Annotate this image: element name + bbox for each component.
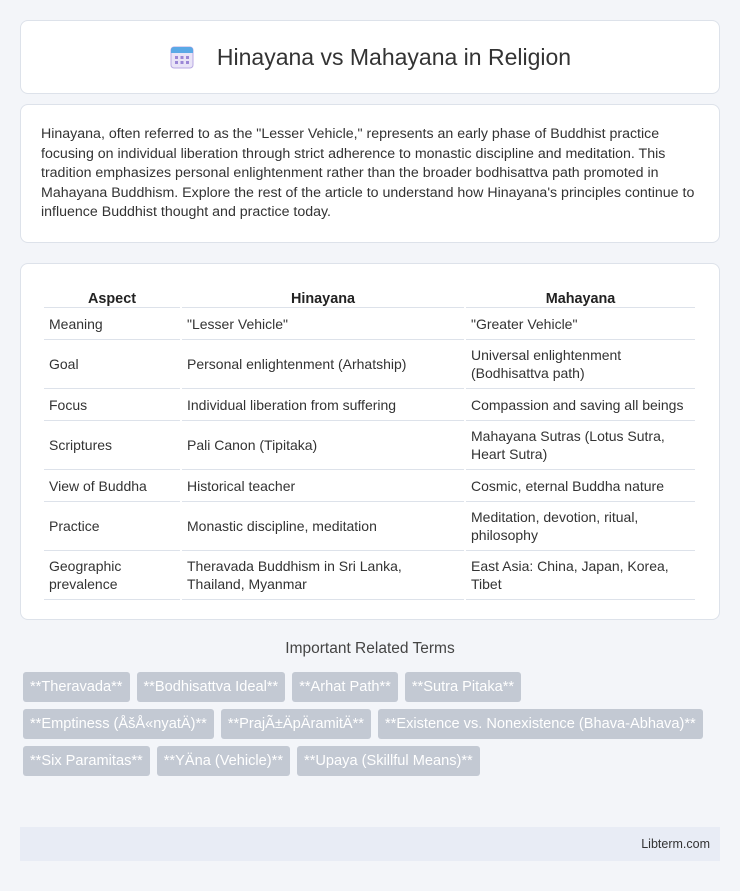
table-cell: Meaning bbox=[44, 308, 180, 340]
table-cell: Historical teacher bbox=[182, 470, 464, 502]
comparison-table bbox=[42, 284, 697, 600]
table-row bbox=[44, 340, 695, 389]
related-term-tag[interactable]: **Upaya (Skillful Means)** bbox=[297, 746, 480, 776]
header-card bbox=[20, 20, 720, 94]
table-cell: Pali Canon (Tipitaka) bbox=[182, 421, 464, 470]
column-header-mahayana: Mahayana bbox=[466, 284, 695, 308]
related-term-tag[interactable]: **Theravada** bbox=[23, 672, 130, 702]
table-cell: Meditation, devotion, ritual, philosophy bbox=[466, 502, 695, 551]
related-term-tag[interactable]: **YÄna (Vehicle)** bbox=[157, 746, 290, 776]
table-header-row bbox=[44, 284, 695, 308]
related-term-tag[interactable]: **Existence vs. Nonexistence (Bhava-Abhava)** bbox=[378, 709, 703, 739]
related-term-tag[interactable]: **Sutra Pitaka** bbox=[405, 672, 521, 702]
footer-brand-link[interactable]: Libterm.com bbox=[641, 837, 710, 851]
table-cell: Mahayana Sutras (Lotus Sutra, Heart Sutra) bbox=[466, 421, 695, 470]
table-cell: Cosmic, eternal Buddha nature bbox=[466, 470, 695, 502]
table-cell: "Lesser Vehicle" bbox=[182, 308, 464, 340]
related-term-tag[interactable]: **Emptiness (ÅšÅ«nyatÄ)** bbox=[23, 709, 214, 739]
table-row bbox=[44, 470, 695, 502]
table-row bbox=[44, 551, 695, 600]
table-row bbox=[44, 421, 695, 470]
related-term-tag[interactable]: **Arhat Path** bbox=[292, 672, 398, 702]
column-header-aspect: Aspect bbox=[44, 284, 180, 308]
related-terms-heading: Important Related Terms bbox=[285, 640, 455, 657]
comparison-table-card bbox=[20, 263, 720, 620]
column-header-hinayana: Hinayana bbox=[182, 284, 464, 308]
table-cell: Goal bbox=[44, 340, 180, 389]
related-term-tag[interactable]: **PrajÃ±ÄpÄramitÄ** bbox=[221, 709, 371, 739]
table-cell: View of Buddha bbox=[44, 470, 180, 502]
table-cell: Scriptures bbox=[44, 421, 180, 470]
table-cell: Individual liberation from suffering bbox=[182, 389, 464, 421]
related-term-tag[interactable]: **Bodhisattva Ideal** bbox=[137, 672, 286, 702]
table-cell: Theravada Buddhism in Sri Lanka, Thailand, Myanmar bbox=[182, 551, 464, 600]
table-row bbox=[44, 308, 695, 340]
table-cell: Compassion and saving all beings bbox=[466, 389, 695, 421]
table-cell: Practice bbox=[44, 502, 180, 551]
table-cell: Focus bbox=[44, 389, 180, 421]
table-cell: "Greater Vehicle" bbox=[466, 308, 695, 340]
table-row bbox=[44, 502, 695, 551]
related-term-tag[interactable]: **Six Paramitas** bbox=[23, 746, 150, 776]
page-title: Hinayana vs Mahayana in Religion bbox=[216, 43, 572, 70]
table-cell: Monastic discipline, meditation bbox=[182, 502, 464, 551]
intro-text: Hinayana, often referred to as the "Lesser Vehicle," represents an early phase of Buddhist practice focusing on individual liberation through strict adherence to monastic discipline and meditation. This tradition emphasizes personal enlightenment rather than the broader bodhisattva path promoted in Mahayana Buddhism. Explore the rest of the article to understand how Hinayana's principles continue to influence Buddhist thought and practice today. bbox=[41, 126, 695, 221]
table-row bbox=[44, 389, 695, 421]
footer bbox=[20, 827, 720, 861]
table-cell: Personal enlightenment (Arhatship) bbox=[182, 340, 464, 389]
table-cell: Universal enlightenment (Bodhisattva path) bbox=[466, 340, 695, 389]
calendar-icon bbox=[169, 44, 195, 70]
related-terms-list bbox=[23, 672, 703, 776]
table-cell: Geographic prevalence bbox=[44, 551, 180, 600]
table-cell: East Asia: China, Japan, Korea, Tibet bbox=[466, 551, 695, 600]
intro-card bbox=[20, 104, 720, 243]
